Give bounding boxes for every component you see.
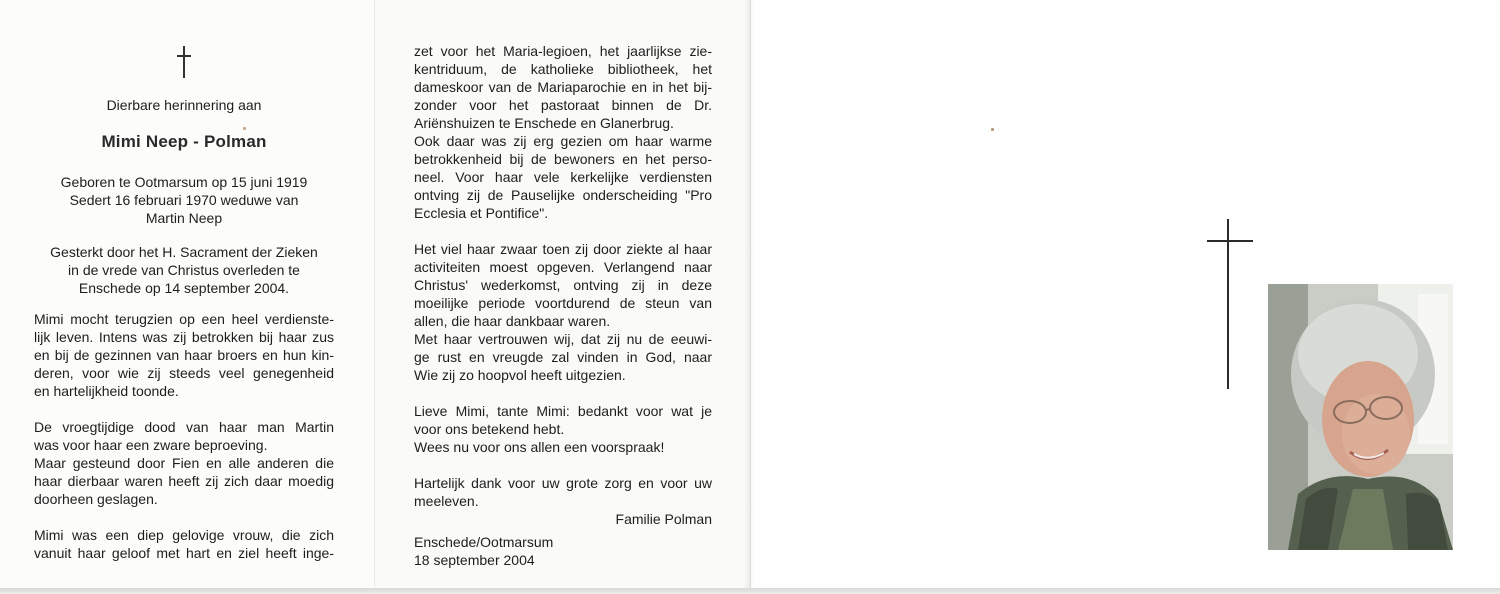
- text-line: vanuit haar geloof met hart en ziel heeft inge-: [34, 545, 334, 561]
- text-line: Maar gesteund door Fien en alle anderen die: [34, 455, 334, 471]
- text-line: en hartelijkheid toonde.: [34, 383, 179, 399]
- portrait-illustration: [1268, 284, 1453, 550]
- text-line: betrokkenheid bij de bewoners en het perso-: [414, 151, 712, 167]
- deceased-name: Mimi Neep - Polman: [101, 132, 267, 151]
- cross-icon: [177, 46, 191, 78]
- text-line: meeleven.: [414, 493, 479, 509]
- birth-info: [30, 173, 338, 227]
- text-line: allen, die haar dankbaar waren.: [414, 313, 611, 329]
- text-line: Lieve Mimi, tante Mimi: bedankt voor wat je: [414, 403, 712, 419]
- birth-line: Sedert 16 februari 1970 weduwe van: [69, 192, 299, 208]
- paragraph: [414, 474, 712, 510]
- place: Enschede/Ootmarsum: [414, 534, 554, 550]
- intro-text: Dierbare herinnering aan: [106, 97, 262, 113]
- text-line: activiteiten moest opgeven. Verlangend naar: [414, 259, 712, 275]
- birth-line: Martin Neep: [145, 210, 223, 226]
- text-line: Wees nu voor ons allen een voorspraak!: [414, 439, 665, 455]
- birth-line: Geboren te Ootmarsum op 15 juni 1919: [60, 174, 308, 190]
- text-line: Mimi mocht terugzien op een heel verdienste-: [34, 311, 334, 327]
- text-line: haar dierbaar waren heeft zij zich daar moedig: [34, 473, 334, 489]
- paragraph: [34, 526, 334, 562]
- paper-speck: [243, 127, 246, 130]
- text-line: zet voor het Maria-legioen, het jaarlijkse zie-: [414, 43, 712, 59]
- cross-icon: [1207, 219, 1253, 389]
- date: 18 september 2004: [414, 552, 535, 568]
- text-line: Christus' wederkomst, ontving zij in deze: [414, 277, 712, 293]
- paragraph: [414, 42, 712, 222]
- text-line: De vroegtijdige dood van haar man Martin: [34, 419, 334, 435]
- death-info: [30, 243, 338, 297]
- text-line: deren, voor wie zij steeds veel genegenheid: [34, 365, 334, 381]
- text-line: Hartelijk dank voor uw grote zorg en voor uw: [414, 475, 712, 491]
- text-line: zonder voor het pastoraat binnen de Dr.: [414, 97, 712, 113]
- text-line: Het viel haar zwaar toen zij door ziekte al haar: [414, 241, 712, 257]
- text-line: moeilijke periode voortdurend de steun van: [414, 295, 712, 311]
- text-line: lijk leven. Intens was zij betrokken bij haar zus: [34, 329, 334, 345]
- card-bottom-edge: [0, 588, 1500, 594]
- paragraph: [34, 418, 334, 508]
- text-line: ontving zij de Pauselijke onderscheiding "Pro: [414, 187, 712, 203]
- text-line: dameskoor van de Mariaparochie en in het bij-: [414, 79, 712, 95]
- text-line: Ook daar was zij erg gezien om haar warme: [414, 133, 712, 149]
- fold-line: [744, 0, 754, 588]
- paragraph: [414, 240, 712, 384]
- paragraph: [414, 402, 712, 456]
- signature: Familie Polman: [615, 511, 712, 527]
- text-line: Ariënshuizen te Enschede en Glanerbrug.: [414, 115, 674, 131]
- text-line: kentriduum, de katholieke bibliotheek, het: [414, 61, 712, 77]
- left-panel: [0, 0, 374, 588]
- text-line: doorheen geslagen.: [34, 491, 158, 507]
- death-line: Gesterkt door het H. Sacrament der Zieken: [50, 244, 318, 260]
- paper-speck: [991, 128, 994, 131]
- text-line: Ecclesia et Pontifice".: [414, 205, 549, 221]
- right-text-column: [414, 42, 712, 569]
- portrait-photo: [1268, 284, 1453, 550]
- death-line: in de vrede van Christus overleden te: [68, 262, 300, 278]
- text-line: Met haar vertrouwen wij, dat zij nu de eeuwi-: [414, 331, 712, 347]
- left-text-column: [34, 310, 334, 580]
- text-line: voor ons betekend hebt.: [414, 421, 565, 437]
- death-line: Enschede op 14 september 2004.: [78, 280, 290, 296]
- text-line: en bij de gezinnen van haar broers en hun kin-: [34, 347, 334, 363]
- text-line: neel. Voor haar vele kerkelijke verdiensten: [414, 169, 712, 185]
- text-line: ge rust en vreugde zal vinden in God, naar: [414, 349, 712, 365]
- paragraph: [34, 310, 334, 400]
- text-line: Mimi was een diep gelovige vrouw, die zich: [34, 527, 334, 543]
- text-line: was voor haar een zware beproeving.: [34, 437, 268, 453]
- text-line: Wie zij zo hoopvol heeft uitgezien.: [414, 367, 626, 383]
